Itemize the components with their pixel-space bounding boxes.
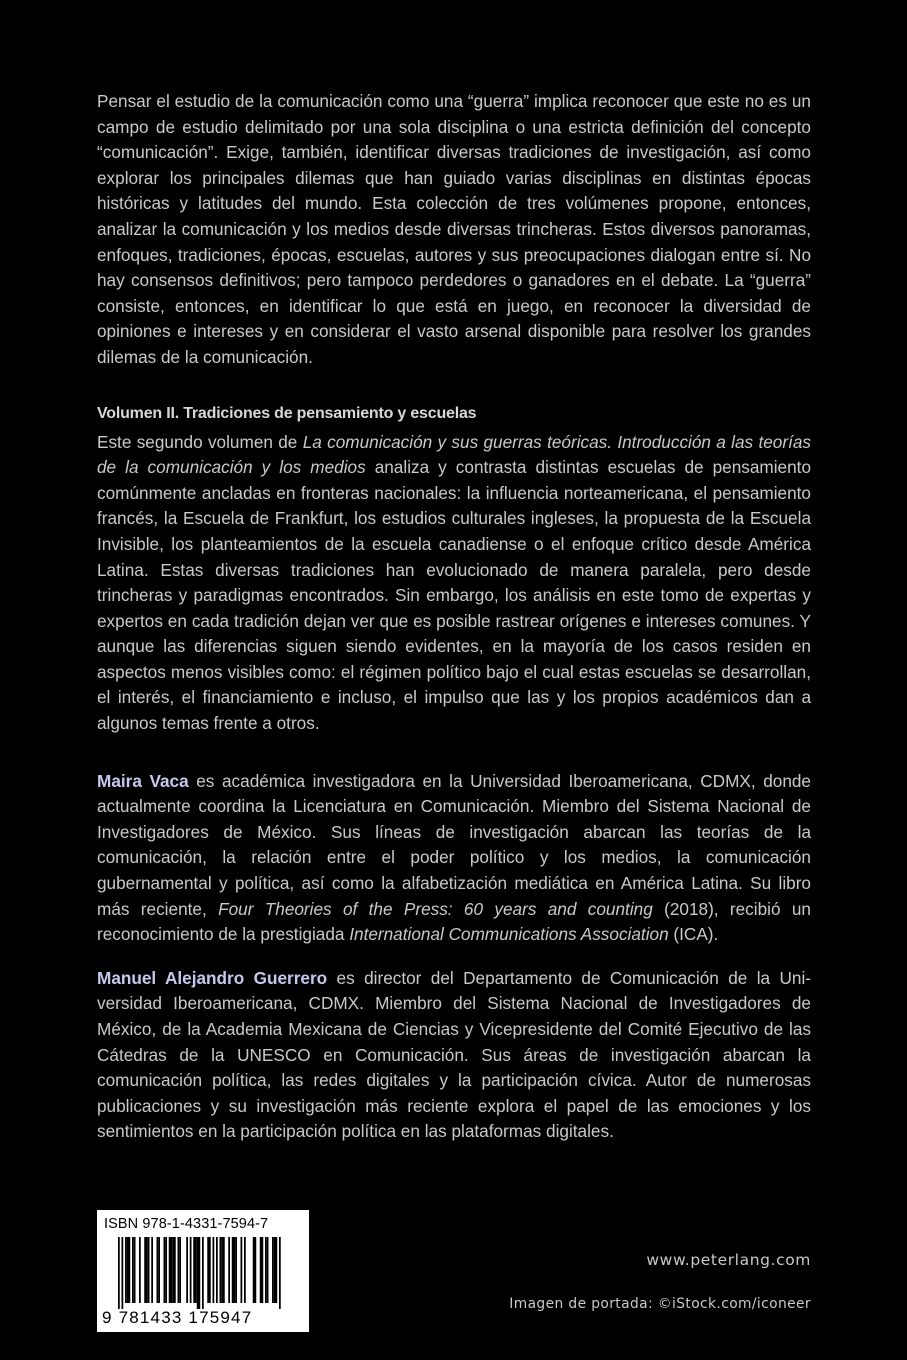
book-title: La comunicación y sus guerras teóricas. Introducción a las teorías de la comunicación y los medios: [97, 431, 811, 478]
volume-text-after: analiza y contrasta distintas escuelas de pensamiento comúnmente ancladas en fronteras nacionales: la influencia norteamericana, el pensamiento francés, la Escuela de Frankfurt, los estudios culturales ingleses, la propuesta de la Escuela Invisible, los planteamientos de la escuela canadiense o el enfoque crítico desde América Latina. Estas diversas tradiciones han evolucionado de manera paralela, pero desde trincheras y paradigmas encontrados. Sin embargo, los análisis en este tomo de expertas y expertos en cada tradición dejan ver que es posible rastrear orígenes e intereses comunes. Y aunque las diferencias siguen siendo evidentes, en la mayoría de los casos residen en aspectos menos visibles como: el régimen político bajo el cual estas escuelas se desarrollan, el interés, el financiamiento e incluso, el impulso que las y los propios académicos dan a algunos temas frente a otros.: [97, 457, 811, 734]
barcode-digits-text: 9 781433 175947: [102, 1308, 253, 1327]
bio-vaca-book: Four Theories of the Press: 60 years and counting: [218, 898, 653, 919]
volume-heading: Volumen II. Tradiciones de pensamiento y escuelas: [97, 404, 477, 422]
bio-vaca-org: International Communications Association: [349, 924, 669, 945]
author-bio-guerrero: [97, 966, 811, 1145]
cover-credit: Imagen de portada: ©iStock.com/iconeer: [509, 1296, 811, 1312]
bio-guerrero-text: es director del Departamento de Comunicación de la Universidad Iberoamericana, CDMX. Miembro del Sistema Nacional de Investigadores de México, de la Academia Mexicana de Ciencias y Vicepresidente del Comité Ejecutivo de las Cátedras de la UNESCO en Comunicación. Sus áreas de investigación abarcan la comunicación política, las redes digitales y la participación cívica. Autor de numerosas publicaciones y su investigación más reciente explora el papel de las emociones y los sentimientos en la participación política en las plataformas digitales.: [97, 967, 812, 1142]
volume-text-before: Este segundo volumen de: [97, 431, 303, 452]
volume-description: [97, 430, 811, 737]
back-cover-text: [97, 89, 811, 1145]
author-name-vaca: Maira Vaca: [97, 770, 189, 791]
author-bio-vaca: [97, 769, 811, 948]
bio-vaca-text-1: es académica investigadora en la Universidad Iberoamericana, CDMX, donde actualmente coordina la Licenciatura en Comunicación. Miembro del Sistema Nacional de Investigadores de México. Sus líneas de investigación abarcan las teorías de la comunicación, la relación entre el poder político y los medios, la comunicación gubernamental y política, así como la alfabetización mediática en América Latina. Su libro más reciente,: [97, 770, 811, 919]
bio-vaca-text-3: (ICA).: [668, 924, 719, 945]
publisher-url: www.peterlang.com: [646, 1251, 811, 1269]
intro-paragraph: Pensar el estudio de la comunicación como una “guerra” implica reconocer que este no es un campo de estudio delimitado por una sola disciplina o una estricta definición del concepto “comunicación”. Exige, también, identificar diversas tradiciones de investigación, así como explorar los principales dilemas que han guiado varias disciplinas en distintas épocas históricas y latitudes del mundo. Esta colección de tres volúmenes propone, entonces, analizar la comunicación y los medios desde diversas trincheras. Estos diversos panoramas, enfoques, tradiciones, épocas, escuelas, autores y sus preocupaciones dialogan entre sí. No hay consensos definitivos; pero tampoco perdedores o ganadores en el debate. La “guerra” consiste, entonces, en identificar lo que está en juego, en reconocer la diversidad de opiniones e intereses y en considerar el vasto arsenal disponible para resolver los grandes dilemas de la comunicación.: [97, 91, 811, 367]
isbn-barcode: [97, 1210, 309, 1332]
bio-vaca-text-2: (2018), recibió un reconocimiento de la prestigiada: [97, 898, 811, 945]
barcode-bars: [98, 1237, 308, 1311]
isbn-label: ISBN 978-1-4331-7594-7: [104, 1216, 269, 1232]
author-name-guerrero: Manuel Alejandro Guerrero: [97, 967, 328, 988]
